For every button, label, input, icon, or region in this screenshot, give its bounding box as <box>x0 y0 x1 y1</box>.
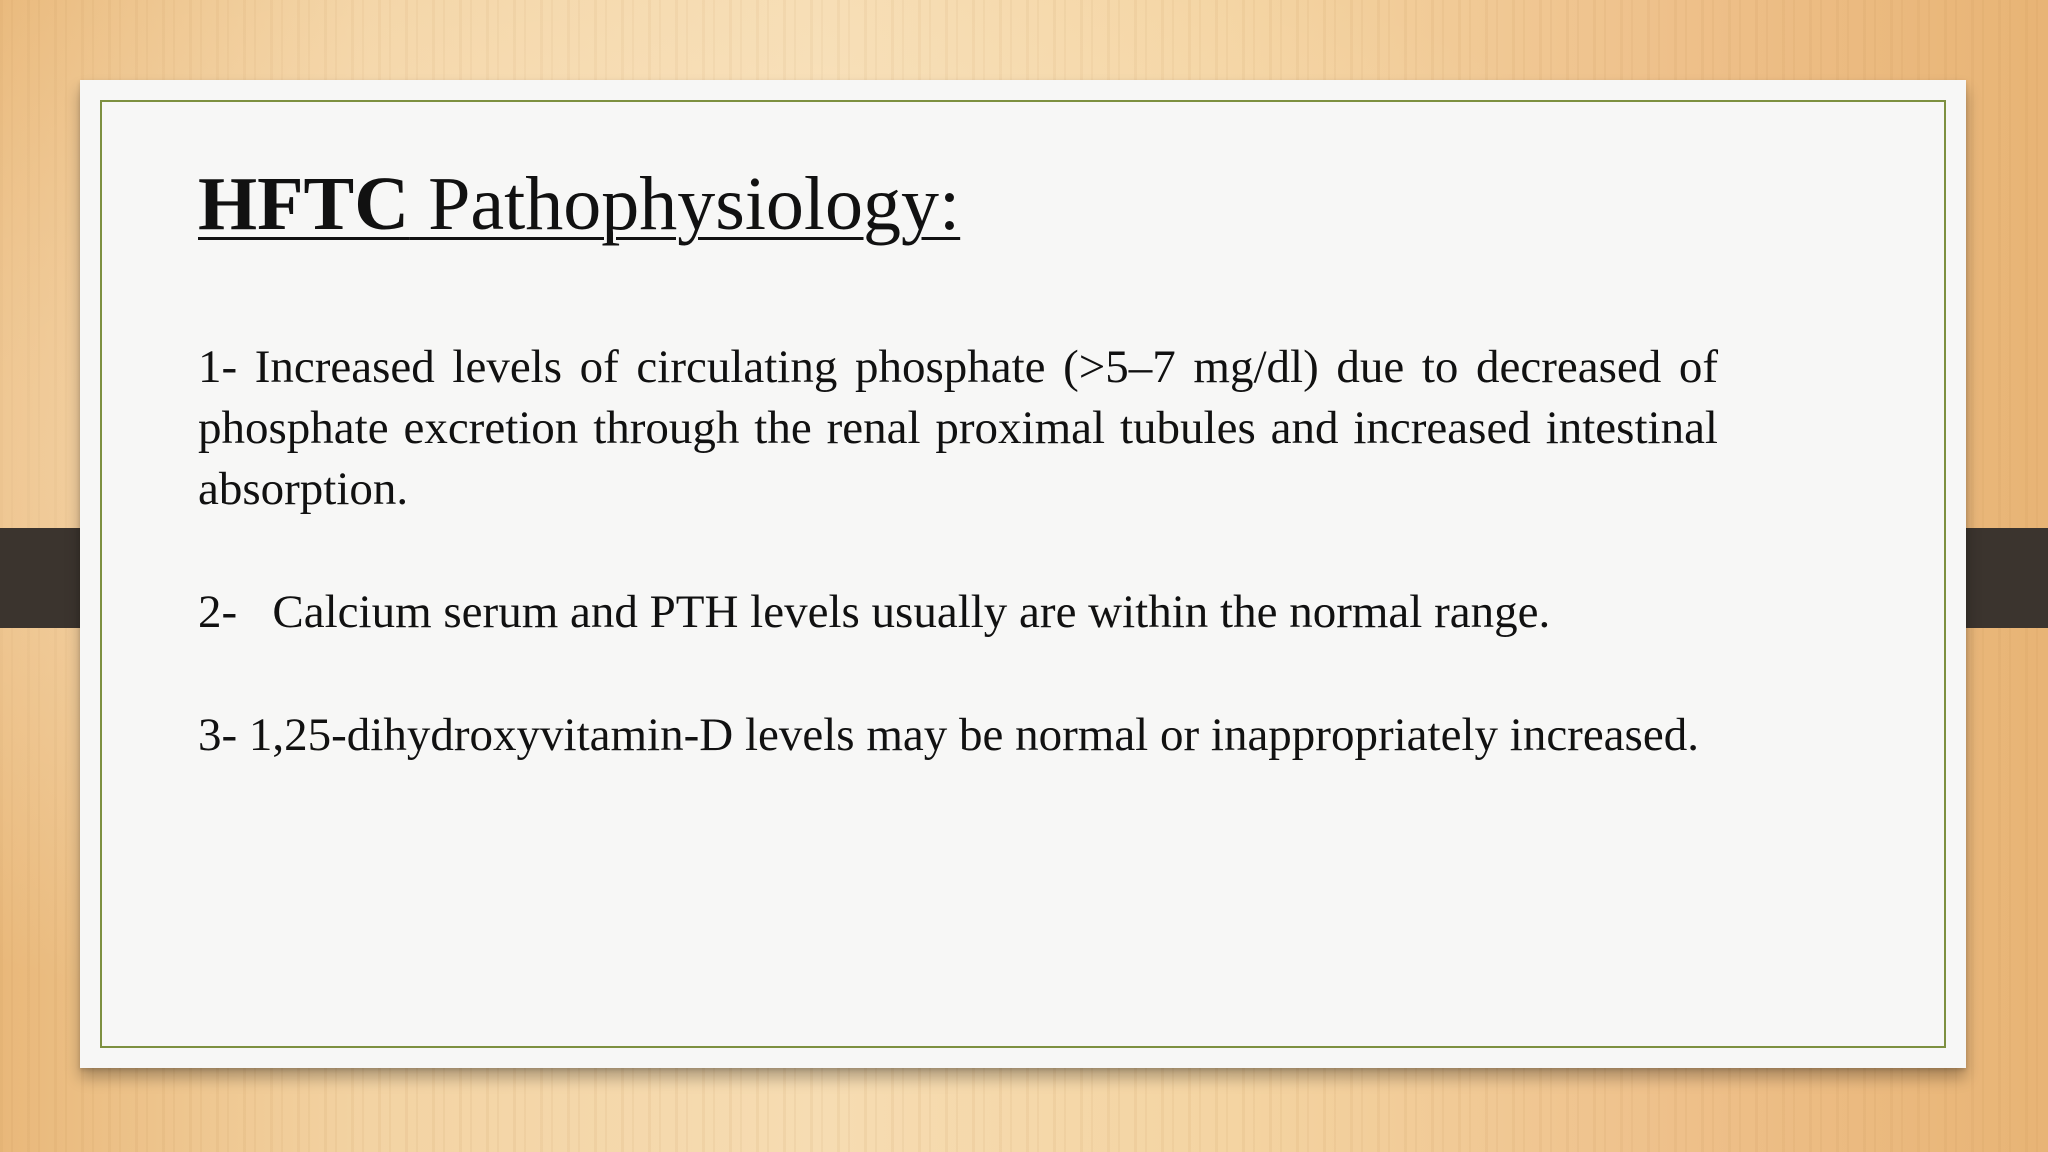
point-list <box>198 337 1718 766</box>
slide-content <box>198 162 1718 828</box>
slide-title-rest: Pathophysiology: <box>409 162 961 246</box>
point-2: 2- Calcium serum and PTH levels usually are within the normal range. <box>198 585 1551 638</box>
slide-title-bold: HFTC <box>198 162 410 246</box>
slide-title <box>198 162 961 246</box>
point-1: 1- Increased levels of circulating phosphate (>5–7 mg/dl) due to decreased of phosphate excretion through the renal proximal tubules and increased intestinal absorption. <box>198 340 1718 515</box>
point-3: 3- 1,25-dihydroxyvitamin-D levels may be normal or inappropriately increased. <box>198 708 1699 761</box>
